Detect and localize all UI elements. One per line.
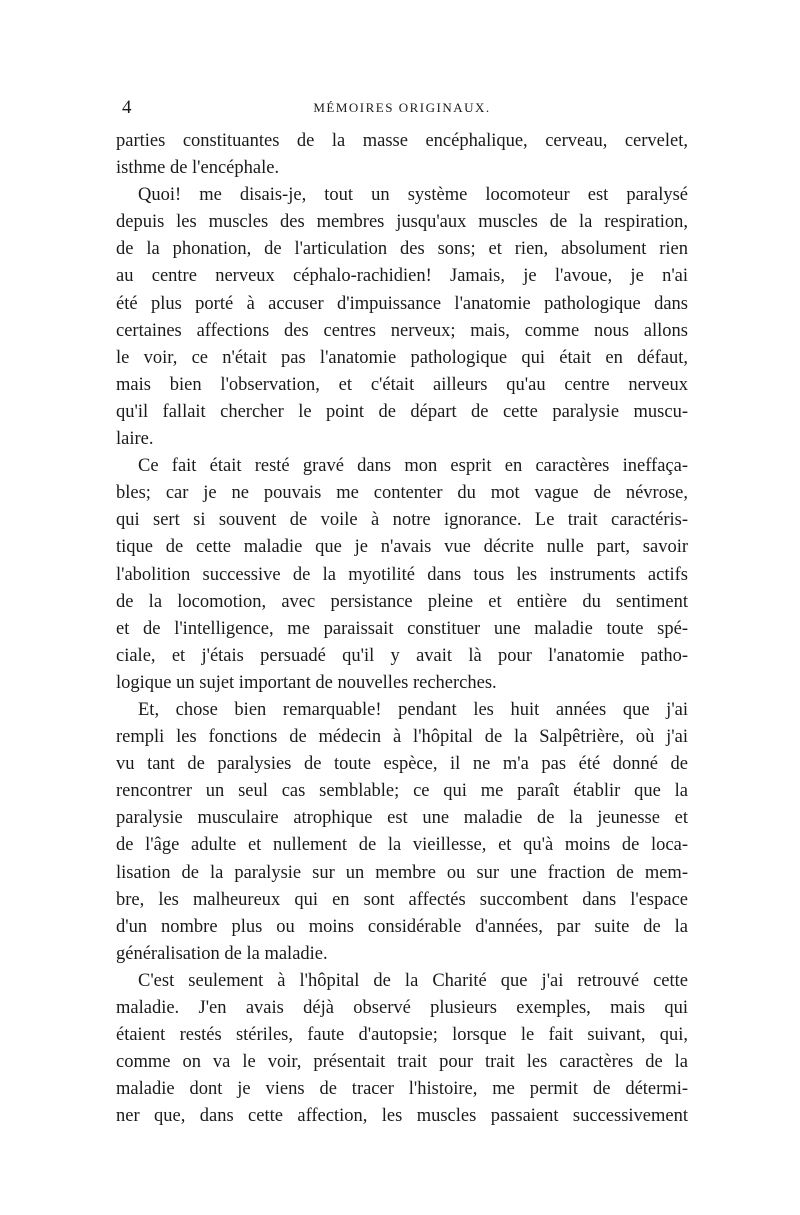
text-line: bles; car je ne pouvais me contenter du mot vague de névrose, xyxy=(116,483,688,504)
running-title: MÉMOIRES ORIGINAUX. xyxy=(313,100,491,115)
text-line: l'abolition successive de la myotilité dans tous les instruments actifs xyxy=(116,564,688,585)
text-line: tique de cette maladie que je n'avais vue décrite nulle part, savoir xyxy=(116,537,688,558)
text-line: étaient restés stériles, faute d'autopsie; lorsque le fait suivant, qui, xyxy=(116,1025,688,1046)
text-line: logique un sujet important de nouvelles recherches. xyxy=(116,672,497,693)
text-line: ner que, dans cette affection, les muscles passaient successivement xyxy=(116,1106,688,1127)
text-line: lisation de la paralysie sur un membre ou sur une fraction de mem- xyxy=(116,862,688,883)
text-line: qui sert si souvent de voile à notre ignorance. Le trait caractéris- xyxy=(116,510,688,531)
text-line: maladie dont je viens de tracer l'histoire, me permit de détermi- xyxy=(116,1079,688,1100)
text-line: paralysie musculaire atrophique est une maladie de la jeunesse et xyxy=(116,808,688,829)
text-line: rencontrer un seul cas semblable; ce qui me paraît établir que la xyxy=(116,781,688,802)
text-line: laire. xyxy=(116,429,154,450)
text-line: isthme de l'encéphale. xyxy=(116,158,280,179)
text-line: parties constituantes de la masse encéphalique, cerveau, cervelet, xyxy=(116,131,688,151)
text-line: et de l'intelligence, me paraissait constituer une maladie toute spé- xyxy=(116,618,688,639)
text-line: maladie. J'en avais déjà observé plusieurs exemples, mais qui xyxy=(116,998,688,1018)
text-line: bre, les malheureux qui en sont affectés succombent dans l'espace xyxy=(116,889,688,910)
text-line: généralisation de la maladie. xyxy=(116,943,328,964)
text-line: Quoi! me disais-je, tout un système locomoteur est paralysé xyxy=(138,185,688,206)
text-line: qu'il fallait chercher le point de départ de cette paralysie muscu- xyxy=(116,401,688,422)
page-number: 4 xyxy=(122,97,132,118)
text-line: d'un nombre plus ou moins considérable d'années, par suite de la xyxy=(116,916,688,937)
text-line: au centre nerveux céphalo-rachidien! Jamais, je l'avoue, je n'ai xyxy=(116,266,688,287)
text-line: C'est seulement à l'hôpital de la Charité que j'ai retrouvé cette xyxy=(138,970,688,991)
text-line: de l'âge adulte et nullement de la vieillesse, et qu'à moins de loca- xyxy=(116,835,688,856)
running-head xyxy=(116,96,688,120)
text-line: le voir, ce n'était pas l'anatomie pathologique qui était en défaut, xyxy=(116,347,688,368)
text-line: Et, chose bien remarquable! pendant les huit années que j'ai xyxy=(138,699,688,720)
text-line: mais bien l'observation, et c'était ailleurs qu'au centre nerveux xyxy=(116,374,688,395)
text-line: comme on va le voir, présentait trait pour trait les caractères de la xyxy=(116,1052,688,1073)
text-line: certaines affections des centres nerveux; mais, comme nous allons xyxy=(116,320,688,341)
text-line: depuis les muscles des membres jusqu'aux muscles de la respiration, xyxy=(116,212,688,233)
text-line: Ce fait était resté gravé dans mon esprit en caractères ineffaça- xyxy=(138,456,688,477)
text-line: ciale, et j'étais persuadé qu'il y avait là pour l'anatomie patho- xyxy=(116,645,688,666)
text-line: de la phonation, de l'articulation des sons; et rien, absolument rien xyxy=(116,239,688,260)
text-line: vu tant de paralysies de toute espèce, il ne m'a pas été donné de xyxy=(116,754,688,775)
text-line: rempli les fonctions de médecin à l'hôpital de la Salpêtrière, où j'ai xyxy=(116,727,688,748)
text-line: de la locomotion, avec persistance pleine et entière du sentiment xyxy=(116,591,688,612)
body-text xyxy=(116,128,688,1130)
text-line: été plus porté à accuser d'impuissance l'anatomie pathologique dans xyxy=(116,293,688,314)
